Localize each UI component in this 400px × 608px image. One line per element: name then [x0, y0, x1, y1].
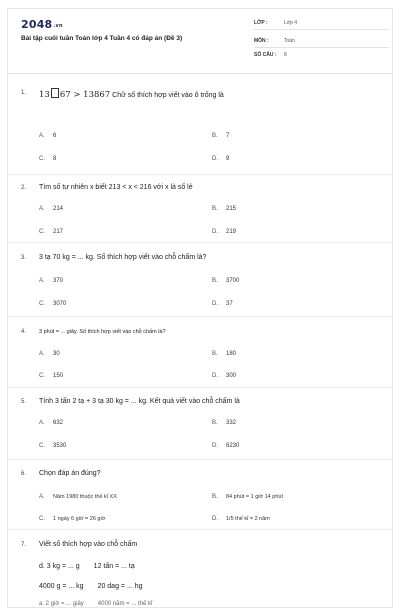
question-number: 6. [21, 471, 27, 477]
question-text: Tính 3 tấn 2 tạ + 3 tạ 30 kg = ... kg. Kết quả viết vào chỗ chấm là [39, 398, 240, 405]
divider [8, 316, 392, 317]
question-text: 3 phút = ... giây. Số thích hợp viết vào chỗ chấm là? [39, 329, 166, 335]
option-b[interactable]: B. 180 [212, 351, 237, 357]
meta-key: LỚP : [254, 20, 268, 26]
document-title: Bài tập cuối tuần Toán lớp 4 Tuần 4 có đáp án (Đề 3) [21, 35, 183, 42]
meta-value: Toán [284, 38, 295, 44]
option-d[interactable]: D. 6230 [212, 443, 240, 449]
option-a[interactable]: A. 30 [39, 351, 60, 357]
divider [8, 529, 392, 530]
question-text: Viết số thích hợp vào chỗ chấm [39, 541, 138, 548]
question-text: 3 tạ 70 kg = ... kg. Số thích hợp viết vào chỗ chấm là? [39, 254, 207, 261]
meta-subject-row [254, 35, 389, 48]
option-c[interactable]: C. 3070 [39, 301, 67, 307]
option-b[interactable]: B. 3700 [212, 278, 240, 284]
question-number: 2. [21, 185, 27, 191]
question-number: 7. [21, 542, 27, 548]
question-text: Tìm số tự nhiên x biết 213 < x < 216 với x là số lẻ [39, 184, 193, 191]
meta-class-row [254, 17, 389, 30]
fill-line-1: d. 3 kg = ... g 12 tấn = ... tạ [39, 563, 135, 570]
meta-count-row [254, 49, 389, 61]
question-number: 5. [21, 399, 27, 405]
option-a[interactable]: A. Năm 1980 thuộc thế kỉ XX [39, 494, 117, 500]
meta-key: MÔN : [254, 38, 269, 44]
divider [8, 459, 392, 460]
question-text: Chọn đáp án đúng? [39, 470, 101, 477]
page-header [8, 9, 392, 74]
fill-line-2: 4000 g = ... kg 20 dag = ... hg [39, 583, 143, 590]
fill-line-3: a. 2 giờ = ... giây 4000 năm = ... thế kỉ [39, 601, 153, 607]
option-b[interactable]: B. 332 [212, 420, 237, 426]
option-b[interactable]: B. 215 [212, 206, 237, 212]
option-a[interactable]: A. 6 [39, 133, 57, 139]
option-b[interactable]: B. 7 [212, 133, 230, 139]
math-expression: 13 67 > 13867 [39, 90, 111, 100]
divider [8, 242, 392, 243]
question-number: 4. [21, 329, 27, 335]
option-d[interactable]: D. 219 [212, 229, 237, 235]
option-d[interactable]: D. 37 [212, 301, 233, 307]
worksheet-page [7, 8, 393, 608]
option-b[interactable]: B. 84 phút = 1 giờ 14 phút [212, 494, 283, 500]
option-d[interactable]: D. 9 [212, 156, 230, 162]
question-number: 1. [21, 90, 27, 96]
site-logo[interactable]: 2048.vn [21, 18, 63, 31]
option-c[interactable]: C. 3530 [39, 443, 67, 449]
option-c[interactable]: C. 8 [39, 156, 57, 162]
blank-box-icon [51, 88, 59, 98]
option-a[interactable]: A. 370 [39, 278, 64, 284]
meta-key: SỐ CÂU : [254, 52, 277, 58]
option-c[interactable]: C. 1 ngày 6 giờ = 26 giờ [39, 516, 106, 522]
divider [8, 174, 392, 175]
option-a[interactable]: A. 632 [39, 420, 64, 426]
question-number: 3. [21, 255, 27, 261]
option-d[interactable]: D. 1/5 thế kỉ = 2 năm [212, 516, 270, 522]
divider [8, 387, 392, 388]
option-a[interactable]: A. 214 [39, 206, 64, 212]
option-c[interactable]: C. 150 [39, 373, 64, 379]
option-c[interactable]: C. 217 [39, 229, 64, 235]
question-text: 13 67 > 13867 Chữ số thích hợp viết vào ô trống là [39, 90, 224, 100]
meta-value: Lớp 4 [284, 20, 298, 26]
meta-value: 8 [284, 52, 287, 58]
option-d[interactable]: D. 300 [212, 373, 237, 379]
